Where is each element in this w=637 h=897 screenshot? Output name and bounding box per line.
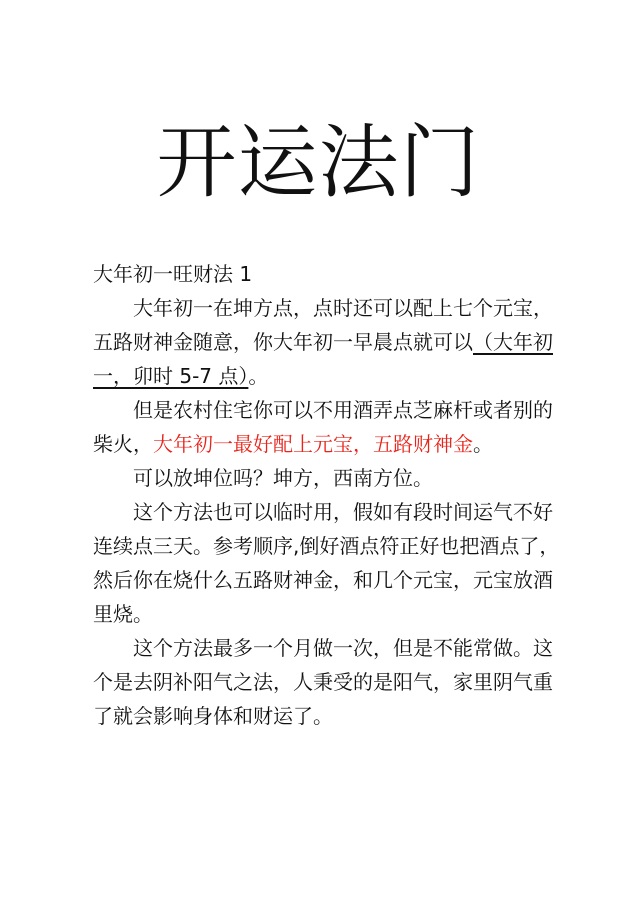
paragraph-1-end: 。	[248, 364, 269, 388]
paragraph-3: 可以放坤位吗？坤方，西南方位。	[133, 466, 433, 490]
paragraph-5: 这个方法最多一个月做一次，但是不能常做。这个是去阴补阳气之法，人秉受的是阳气，家里阴气重了就会影响身体和财运了。	[93, 636, 553, 728]
paragraph-2-text: 但是农村住宅你可以不用酒弄点芝麻杆或者别的柴火，	[93, 398, 553, 456]
section-heading: 大年初一旺财法 1	[93, 262, 253, 286]
paragraph-1	[93, 291, 563, 393]
document-title: 开运法门	[156, 116, 481, 209]
paragraph-1-text: 大年初一在坤方点，点时还可以配上七个元宝，五路财神金随意，你大年初一早晨点就可以	[93, 296, 553, 354]
paragraph-2-highlight: 大年初一最好配上元宝，五路财神金	[153, 432, 473, 456]
document-body	[93, 257, 563, 733]
paragraph-4: 这个方法也可以临时用，假如有段时间运气不好连续点三天。参考顺序,倒好酒点符正好也把酒点了，然后你在烧什么五路财神金，和几个元宝，元宝放酒里烧。	[93, 500, 560, 626]
paragraph-2-end: 。	[473, 432, 493, 456]
paragraph-1-time-note: （大年初一，卯时 5-7 点）	[93, 330, 553, 388]
paragraph-2	[93, 393, 563, 461]
